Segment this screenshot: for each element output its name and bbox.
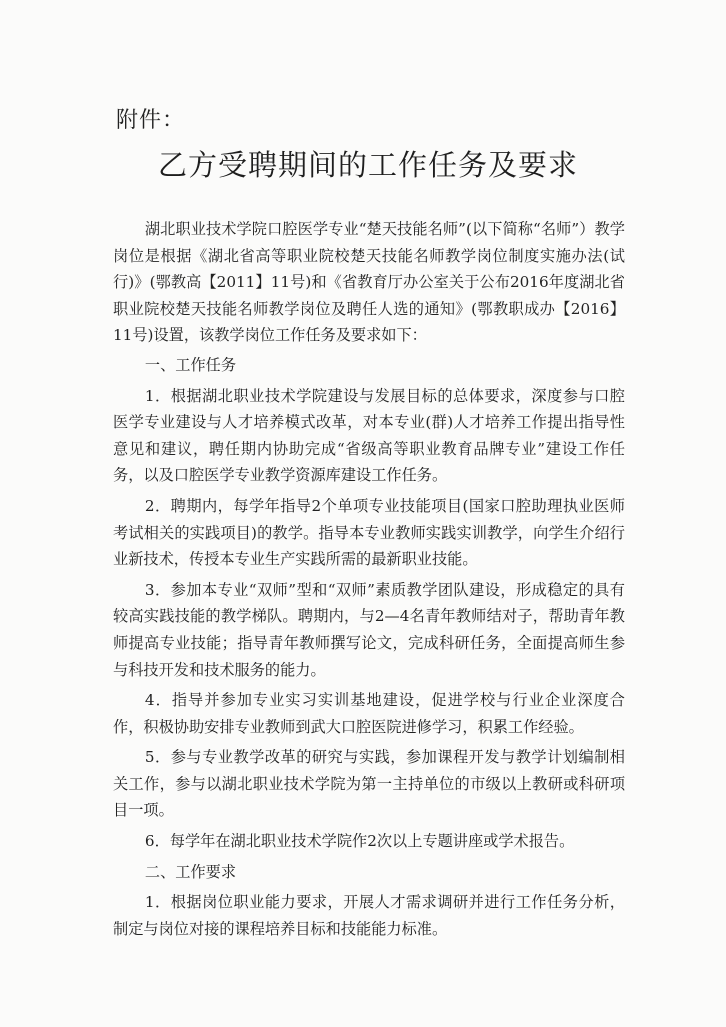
task-item-5: 5．参与专业教学改革的研究与实践，参加课程开发与教学计划编制相关工作，参与以湖北职业技术学院为第一主持单位的市级以上教研或科研项目一项。 <box>113 748 625 820</box>
task-item-2: 2．聘期内，每学年指导2个单项专业技能项目(国家口腔助理执业医师考试相关的实践项目)的教学。指导本专业教师实践实训教学，向学生介绍行业新技术，传授本专业生产实践所需的最新职业技能。 <box>113 496 625 569</box>
section-heading-tasks: 一、工作任务 <box>144 355 237 374</box>
task-item-3: 3．参加本专业“双师”型和“双师”素质教学团队建设，形成稳定的具有较高实践技能的教学梯队。聘期内，与2—4名青年教师结对子，帮助青年教师提高专业技能；指导青年教师撰写论文，完成科研任务，全面提高师生参与科技开发和技术服务的能力。 <box>113 580 625 679</box>
task-item-1: 1．根据湖北职业技术学院建设与发展目标的总体要求，深度参与口腔医学专业建设与人才培养模式改革，对本专业(群)人才培养工作提出指导性意见和建议，聘任期内协助完成“省级高等职业教育品牌专业”建设工作任务，以及口腔医学专业教学资源库建设工作任务。 <box>113 386 625 485</box>
task-item-4: 4．指导并参加专业实习实训基地建设，促进学校与行业企业深度合作，积极协助安排专业教师到武大口腔医院进修学习，积累工作经验。 <box>113 691 625 736</box>
section-heading-requirements: 二、工作要求 <box>144 862 237 881</box>
document-title: 乙方受聘期间的工作任务及要求 <box>157 148 578 182</box>
attachment-label: 附件： <box>116 108 186 133</box>
document-body <box>113 216 625 942</box>
intro-paragraph: 湖北职业技术学院口腔医学专业“楚天技能名师”(以下简称“名师”）教学岗位是根据《湖北省高等职业院校楚天技能名师教学岗位制度实施办法(试行)》(鄂教高【2011】11号)和《省教育厅办公室关于公布2016年度湖北省职业院校楚天技能名师教学岗位及聘任人选的通知》(鄂教职成办【2016】11号)设置，该教学岗位工作任务及要求如下： <box>113 220 625 345</box>
requirement-item-1: 1．根据岗位职业能力要求，开展人才需求调研并进行工作任务分析，制定与岗位对接的课程培养目标和技能能力标准。 <box>113 893 625 938</box>
task-item-6: 6．每学年在湖北职业技术学院作2次以上专题讲座或学术报告。 <box>144 832 575 851</box>
